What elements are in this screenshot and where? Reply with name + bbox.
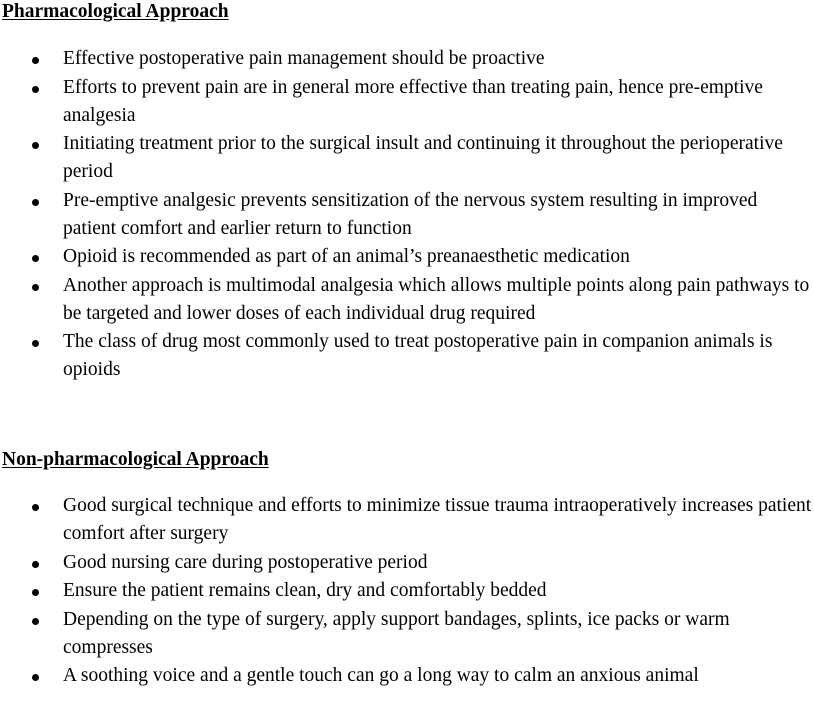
bullet-icon (32, 561, 39, 568)
list-item (0, 328, 814, 384)
list-item (0, 74, 814, 130)
bullet-icon (32, 57, 39, 64)
list-item (0, 187, 814, 243)
list-item-text: Ensure the patient remains clean, dry and comfortably bedded (63, 580, 547, 601)
non-pharmacological-bullet-list (0, 492, 814, 691)
list-item (0, 45, 814, 73)
bullet-icon (32, 340, 39, 347)
list-item (0, 492, 814, 548)
list-item-text: Opioid is recommended as part of an animal’s preanaesthetic medication (63, 246, 630, 267)
list-item (0, 272, 814, 328)
section-heading-non-pharmacological: Non-pharmacological Approach (2, 449, 269, 470)
list-item-text: Good nursing care during postoperative period (63, 551, 428, 573)
list-item (0, 549, 814, 577)
bullet-icon (32, 618, 39, 625)
bullet-icon (32, 199, 39, 206)
list-item-text: Effective postoperative pain management should be proactive (63, 48, 545, 69)
list-item-text: Another approach is multimodal analgesia which allows multiple points along pain pathways to be targeted and lower doses of each individual drug required (63, 274, 810, 324)
section-heading-pharmacological: Pharmacological Approach (2, 1, 229, 22)
list-item-text: Good surgical technique and efforts to minimize tissue trauma intraoperatively increases patient comfort after surgery (63, 495, 812, 544)
bullet-icon (32, 86, 39, 93)
bullet-icon (32, 255, 39, 262)
bullet-icon (32, 674, 39, 681)
list-item-text: The class of drug most commonly used to treat postoperative pain in companion animals is opioids (63, 331, 773, 380)
bullet-icon (32, 504, 39, 511)
list-item-text: Pre-emptive analgesic prevents sensitization of the nervous system resulting in improved patient comfort and earlier return to function (63, 189, 758, 239)
list-item (0, 662, 814, 690)
list-item-text: Efforts to prevent pain are in general more effective than treating pain, hence pre-emptive analgesia (63, 76, 763, 126)
list-item (0, 130, 814, 186)
list-item (0, 243, 814, 271)
bullet-icon (32, 589, 39, 596)
list-item-text: A soothing voice and a gentle touch can go a long way to calm an anxious animal (63, 665, 699, 686)
list-item (0, 577, 814, 605)
list-item-text: Depending on the type of surgery, apply support bandages, splints, ice packs or warm compresses (63, 608, 730, 658)
list-item-text: Initiating treatment prior to the surgical insult and continuing it throughout the perioperative period (63, 133, 783, 182)
bullet-icon (32, 284, 39, 291)
bullet-icon (32, 142, 39, 149)
list-item (0, 606, 814, 662)
pharmacological-bullet-list (0, 45, 814, 385)
